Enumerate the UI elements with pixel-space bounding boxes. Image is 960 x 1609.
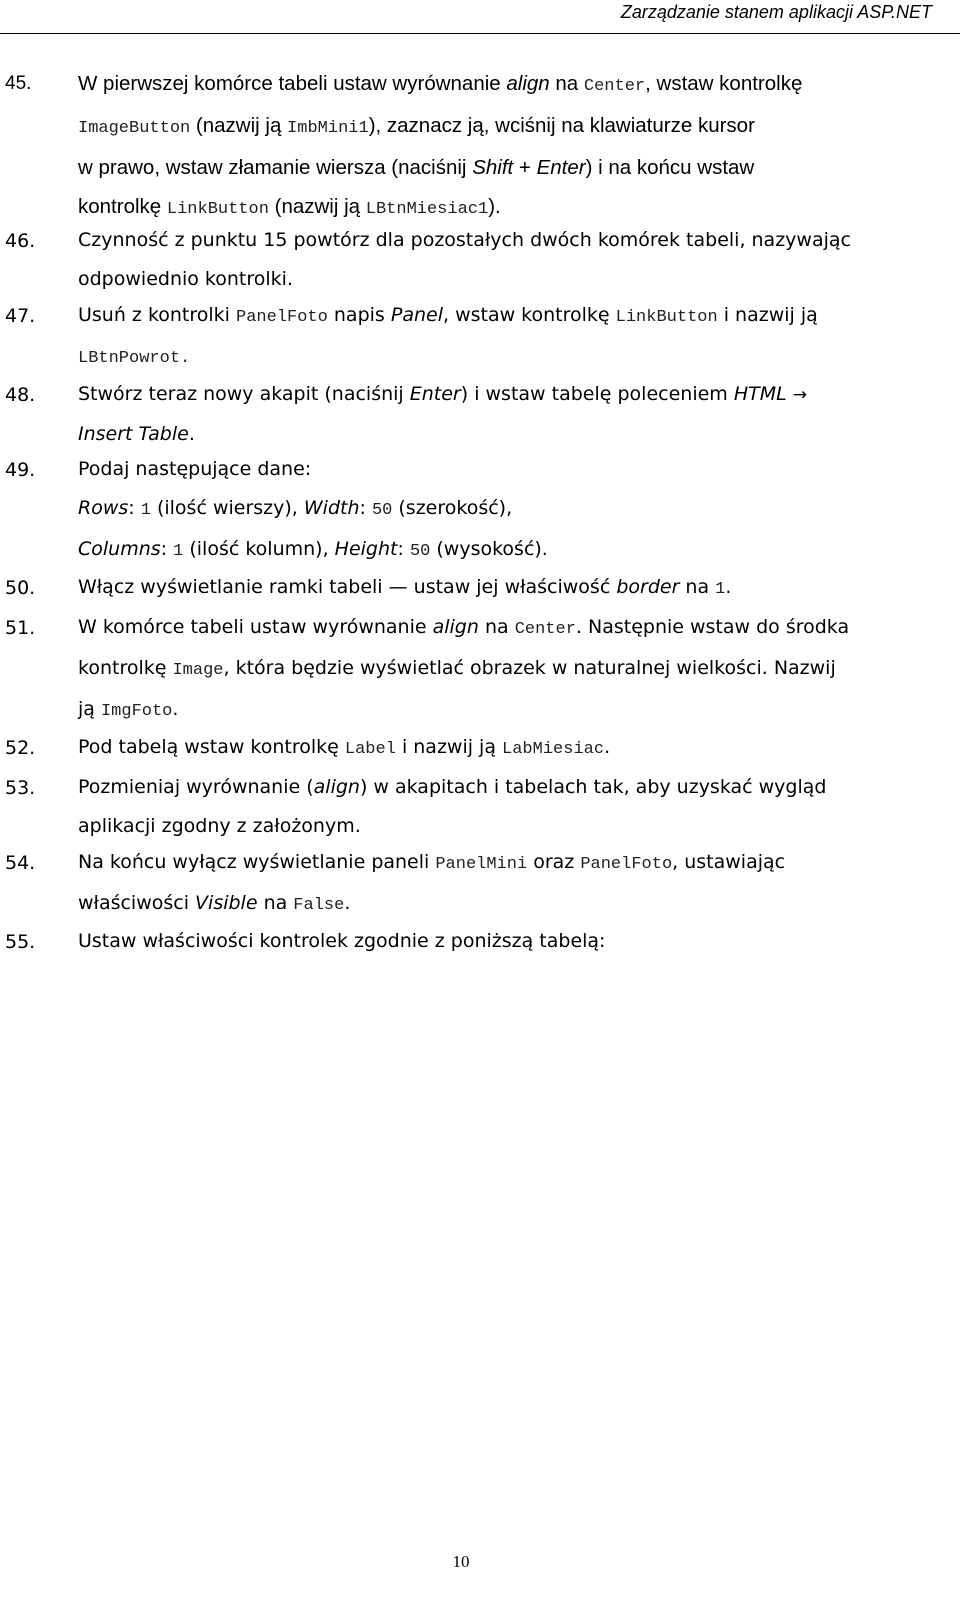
text-line: ją ImgFoto. xyxy=(78,698,179,721)
header-title: Zarządzanie stanem aplikacji ASP.NET xyxy=(620,2,932,22)
header-rule xyxy=(0,33,960,34)
step-text xyxy=(78,64,943,229)
text-line: Czynność z punktu 15 powtórz dla pozostałych dwóch komórek tabeli, nazywając xyxy=(78,229,851,251)
step-number: 51. xyxy=(5,617,36,639)
step-text xyxy=(78,450,943,571)
text-line: Na końcu wyłącz wyświetlanie paneli PanelMini oraz PanelFoto, ustawiając xyxy=(78,851,786,874)
step-number: 45. xyxy=(5,73,32,94)
step-text xyxy=(78,922,943,961)
text-line: LBtnPowrot. xyxy=(78,349,191,368)
text-line: Pozmieniaj wyrównanie (align) w akapitach i tabelach tak, aby uzyskać wygląd xyxy=(78,776,827,798)
step-number: 54. xyxy=(5,852,36,874)
text-line: w prawo, wstaw złamanie wiersza (naciśnij Shift + Enter) i na końcu wstaw xyxy=(78,156,755,179)
page-number: 10 xyxy=(452,1552,470,1571)
text-line: Pod tabelą wstaw kontrolkę Label i nazwij ją LabMiesiac. xyxy=(78,736,611,759)
text-line: Rows: 1 (ilość wierszy), Width: 50 (szerokość), xyxy=(78,497,513,520)
step-text xyxy=(78,608,943,731)
text-line: właściwości Visible na False. xyxy=(78,892,351,915)
step-number: 46. xyxy=(5,230,36,252)
text-line: kontrolkę LinkButton (nazwij ją LBtnMiesiac1). xyxy=(78,195,501,219)
step-text xyxy=(78,568,943,609)
text-line: Ustaw właściwości kontrolek zgodnie z poniższą tabelą: xyxy=(78,930,606,952)
step-text xyxy=(78,768,943,846)
step-number: 50. xyxy=(5,577,36,599)
text-line: Usuń z kontrolki PanelFoto napis Panel, wstaw kontrolkę LinkButton i nazwij ją xyxy=(78,304,818,327)
step-text xyxy=(78,375,943,454)
page-header xyxy=(0,0,960,38)
text-line: Columns: 1 (ilość kolumn), Height: 50 (wysokość). xyxy=(78,538,548,561)
step-text xyxy=(78,843,943,925)
step-number: 48. xyxy=(5,384,36,406)
text-line: W komórce tabeli ustaw wyrównanie align na Center. Następnie wstaw do środka xyxy=(78,616,850,639)
text-line: Podaj następujące dane: xyxy=(78,458,312,480)
step-text xyxy=(78,221,943,299)
step-text xyxy=(78,728,943,769)
text-line: Insert Table. xyxy=(78,423,195,445)
step-number: 55. xyxy=(5,931,36,953)
text-line: aplikacji zgodny z założonym. xyxy=(78,815,361,837)
arrow-right-icon: → xyxy=(792,385,807,405)
text-line: odpowiednio kontrolki. xyxy=(78,268,293,290)
step-number: 49. xyxy=(5,459,36,481)
step-text xyxy=(78,296,943,378)
text-line: kontrolkę Image, która będzie wyświetlać obrazek w naturalnej wielkości. Nazwij xyxy=(78,657,836,680)
text-line: ImageButton (nazwij ją ImbMini1), zaznacz ją, wciśnij na klawiaturze kursor xyxy=(78,114,755,138)
text-line: Stwórz teraz nowy akapit (naciśnij Enter) i wstaw tabelę poleceniem HTML → xyxy=(78,383,807,405)
text-line: Włącz wyświetlanie ramki tabeli — ustaw jej właściwość border na 1. xyxy=(78,576,732,599)
text-line: W pierwszej komórce tabeli ustaw wyrównanie align na Center, wstaw kontrolkę xyxy=(78,72,803,96)
step-number: 47. xyxy=(5,305,36,327)
step-number: 53. xyxy=(5,777,36,799)
step-number: 52. xyxy=(5,737,36,759)
